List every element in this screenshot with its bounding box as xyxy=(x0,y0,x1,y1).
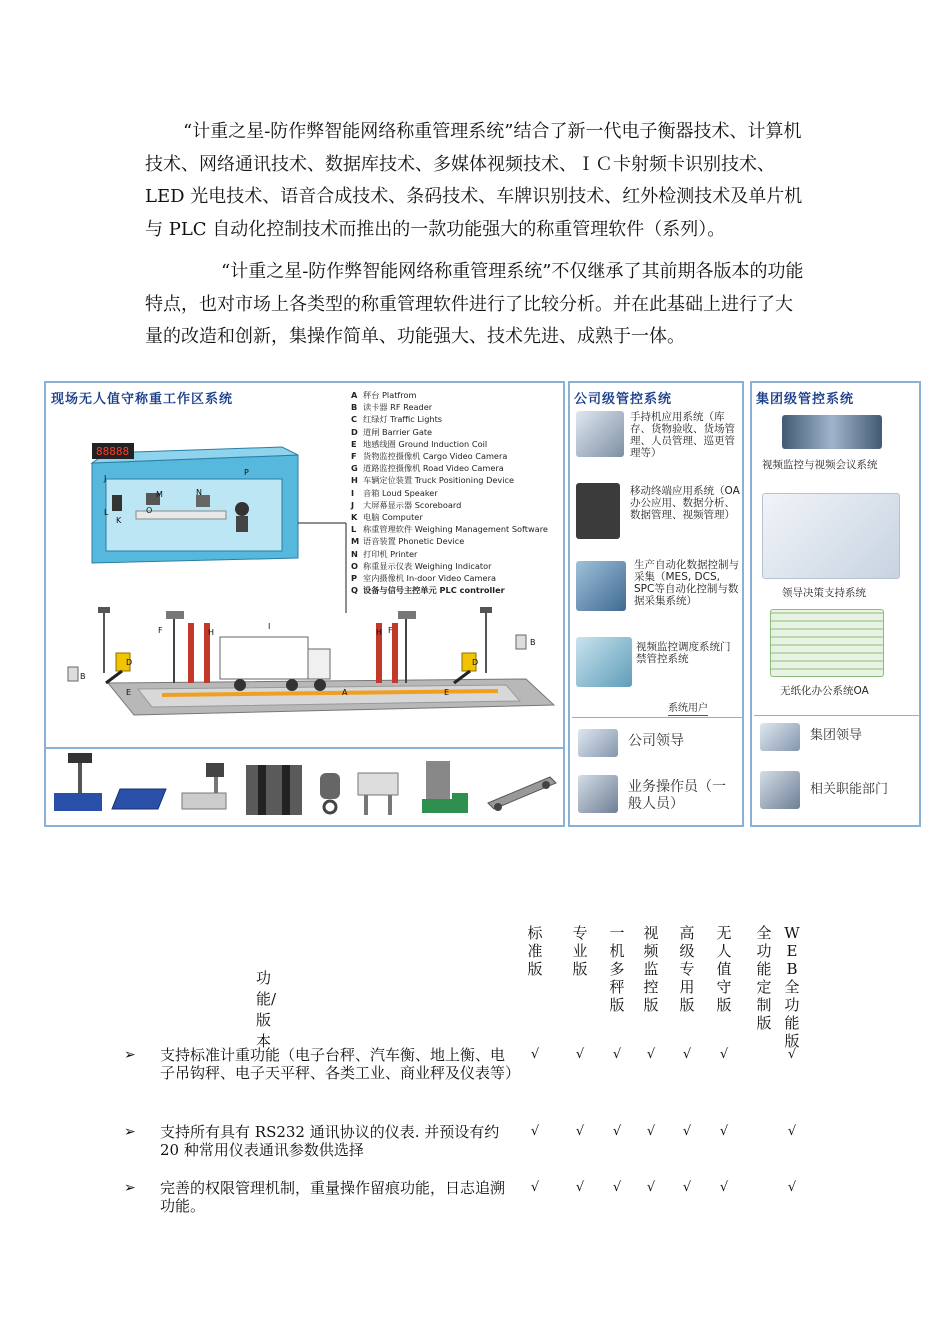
svg-text:K: K xyxy=(116,516,122,525)
group-item-label: 视频监控与视频会议系统 xyxy=(762,459,878,471)
check-mark: √ xyxy=(575,1124,585,1139)
system-architecture-figure xyxy=(44,381,921,827)
card-reader-icon xyxy=(68,667,78,681)
legend-item: L 称重管理软件 Weighing Management Software xyxy=(351,524,548,535)
check-mark: √ xyxy=(646,1047,656,1062)
legend-item: B 读卡器 RF Reader xyxy=(351,402,433,413)
legend-item: Q 设备与信号主控单元 PLC controller xyxy=(351,585,505,596)
laptop-icon xyxy=(578,729,618,757)
svg-text:H: H xyxy=(208,628,215,637)
company-item-label: 视频监控调度系统门禁管控系统 xyxy=(636,641,731,665)
system-users-label: 系统用户 xyxy=(668,703,708,714)
legend-item: F 货物监控摄像机 Cargo Video Camera xyxy=(351,451,508,462)
bullet-arrow-icon: ➢ xyxy=(124,1047,136,1063)
check-mark: √ xyxy=(682,1047,692,1062)
company-item-label: 生产自动化数据控制与采集（MES, DCS, SPC等自动化控制与数据采集系统） xyxy=(634,559,739,607)
feature-row-text: 完善的权限管理机制，重量操作留痕功能，日志追溯功能。 xyxy=(160,1179,506,1215)
table-header-label: 功能/版本 xyxy=(256,969,277,1050)
computer-icon xyxy=(112,495,122,511)
check-mark: √ xyxy=(682,1124,692,1139)
laptop-icon xyxy=(760,723,800,751)
group-panel-title: 集团级管控系统 xyxy=(756,392,855,407)
svg-text:O: O xyxy=(146,506,153,515)
intro-paragraph-2: “计重之星-防作弊智能网络称重管理系统”不仅继承了其前期各版本的功能特点，也对市场上各类型的称重管理软件进行了比较分析。并在此基础上进行了大量的改造和创新，集操作简单、功能强大、技术先进、成熟于一体。 xyxy=(145,261,804,347)
legend-item: J 大屏幕显示器 Scoreboard xyxy=(351,499,462,510)
group-item-label: 领导决策支持系统 xyxy=(782,587,866,599)
check-mark: √ xyxy=(719,1180,729,1195)
desktop-computer-icon xyxy=(760,771,800,809)
site-panel xyxy=(44,381,565,827)
legend-item: O 称重显示仪表 Weighing Indicator xyxy=(351,560,492,571)
svg-text:A: A xyxy=(342,688,348,697)
truck-scale-icon xyxy=(246,765,302,815)
legend-item: H 车辆定位装置 Truck Positioning Device xyxy=(351,475,515,486)
legend-item: N 打印机 Printer xyxy=(351,548,418,559)
check-mark: √ xyxy=(646,1180,656,1195)
camera-icon xyxy=(166,611,184,619)
site-panel-title: 现场无人值守称重工作区系统 xyxy=(51,392,234,407)
video-access-control-icon xyxy=(576,637,632,687)
operator-icon xyxy=(235,502,249,516)
handheld-device-icon xyxy=(576,411,624,457)
check-mark: √ xyxy=(787,1047,797,1062)
svg-text:F: F xyxy=(158,626,163,635)
company-item-label: 手持机应用系统（库存、货物验收、货场管理、人员管理、巡更管理等） xyxy=(630,411,735,459)
filling-scale-icon xyxy=(422,761,468,813)
scale-products-strip xyxy=(46,747,563,827)
legend-item: M 语音装置 Phonetic Device xyxy=(351,536,465,547)
svg-text:N: N xyxy=(196,488,202,497)
platform-scale-icon xyxy=(54,753,102,811)
check-mark: √ xyxy=(646,1124,656,1139)
checkweigher-icon xyxy=(358,773,398,815)
company-item-label: 移动终端应用系统（OA办公应用、数据分析、数据管理、视频管理） xyxy=(630,485,740,521)
svg-text:B: B xyxy=(530,638,536,647)
legend-item: A 秤台 Platfrom xyxy=(351,390,417,400)
truck-icon xyxy=(220,637,308,679)
check-mark: √ xyxy=(719,1124,729,1139)
svg-text:D: D xyxy=(126,658,133,667)
version-header: 专业版 xyxy=(572,924,588,978)
svg-text:E: E xyxy=(126,688,132,697)
feature-row-text: 支持标准计重功能（电子台秤、汽车衡、地上衡、电子吊钩秤、电子天平秤、各类工业、商业秤及仪表等） xyxy=(160,1046,521,1082)
check-mark: √ xyxy=(530,1047,540,1062)
legend-item: I 音箱 Loud Speaker xyxy=(351,487,438,498)
version-header: 无人值守版 xyxy=(716,924,732,1014)
check-mark: √ xyxy=(787,1124,797,1139)
svg-text:L: L xyxy=(104,508,109,517)
legend-item: D 道闸 Barrier Gate xyxy=(351,426,433,437)
check-mark: √ xyxy=(682,1180,692,1195)
legend-list xyxy=(351,389,548,596)
check-mark: √ xyxy=(612,1047,622,1062)
check-mark: √ xyxy=(612,1124,622,1139)
legend-item: K 电脑 Computer xyxy=(351,512,423,523)
crane-scale-icon xyxy=(320,773,340,813)
svg-text:M: M xyxy=(156,490,163,499)
company-panel-title: 公司级管控系统 xyxy=(574,392,673,407)
legend-item: P 室内摄像机 In-door Video Camera xyxy=(351,573,496,584)
legend-item: G 道路监控摄像机 Road Video Camera xyxy=(351,463,504,474)
floor-scale-icon xyxy=(112,789,166,809)
group-user-label: 集团领导 xyxy=(810,728,863,743)
svg-text:F: F xyxy=(388,626,393,635)
positioning-device-icon xyxy=(188,623,194,683)
check-mark: √ xyxy=(719,1047,729,1062)
svg-text:E: E xyxy=(444,688,450,697)
oa-screen-icon xyxy=(770,609,884,677)
version-header: 全功能定制版 xyxy=(756,924,772,1032)
svg-text:P: P xyxy=(244,468,249,477)
belt-scale-icon xyxy=(488,777,556,811)
dashboard-charts-icon xyxy=(762,493,900,579)
video-wall-icon xyxy=(782,415,882,449)
group-panel xyxy=(750,381,921,827)
legend-item: E 地感线圈 Ground Induction Coil xyxy=(351,438,488,449)
check-mark: √ xyxy=(530,1180,540,1195)
group-item-label: 无纸化办公系统OA xyxy=(780,685,869,697)
company-user-label: 公司领导 xyxy=(628,733,684,749)
version-header: 高级专用版 xyxy=(679,924,695,1014)
automation-control-icon xyxy=(576,561,626,611)
group-user-label: 相关职能部门 xyxy=(810,782,889,797)
bullet-arrow-icon: ➢ xyxy=(124,1180,136,1196)
check-mark: √ xyxy=(612,1180,622,1195)
version-header: 标准版 xyxy=(527,924,543,978)
version-header: 视频监控版 xyxy=(643,924,659,1014)
feature-row-text: 支持所有具有 RS232 通讯协议的仪表. 并预设有约 20 种常用仪表通讯参数供选择 xyxy=(160,1123,500,1159)
check-mark: √ xyxy=(575,1047,585,1062)
bullet-arrow-icon: ➢ xyxy=(124,1124,136,1140)
company-panel xyxy=(568,381,744,827)
check-mark: √ xyxy=(530,1124,540,1139)
company-user-label: 业务操作员（一般人员） xyxy=(628,779,726,812)
svg-text:H: H xyxy=(376,628,383,637)
check-mark: √ xyxy=(575,1180,585,1195)
svg-text:B: B xyxy=(80,672,86,681)
version-header: 一机多秤版 xyxy=(609,924,625,1014)
svg-text:I: I xyxy=(268,622,271,631)
svg-text:J: J xyxy=(104,474,107,483)
price-scale-icon xyxy=(182,763,226,809)
version-header: WEB全功能版 xyxy=(784,924,800,1050)
check-mark: √ xyxy=(787,1180,797,1195)
desktop-computer-icon xyxy=(578,775,618,813)
mobile-terminal-icon xyxy=(576,483,620,539)
svg-text:D: D xyxy=(472,658,479,667)
intro-paragraph-1: “计重之星-防作弊智能网络称重管理系统”结合了新一代电子衡器技术、计算机技术、网络通讯技术、数据库技术、多媒体视频技术、ＩＣ卡射频卡识别技术、LED 光电技术、语音合成技术、条码技术、车牌识别技术、红外检测技术及单片机与 PLC 自动化控制技术而推出的一款功能强大的称重管理软件（系列）。 xyxy=(145,121,803,240)
legend-item: C 红绿灯 Traffic Lights xyxy=(351,414,443,425)
scoreboard-digits: 88888 xyxy=(96,445,130,458)
scale-products-illustration xyxy=(46,749,563,827)
